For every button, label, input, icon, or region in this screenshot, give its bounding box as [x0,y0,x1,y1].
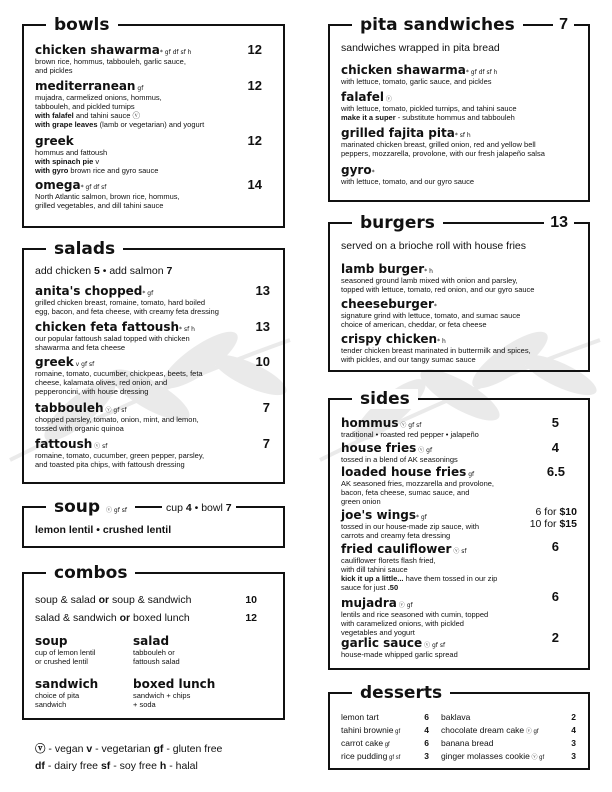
salads-title: salads [46,239,123,259]
menu-item-price: 6.5 [546,464,565,479]
menu-item-price: 13 [255,319,270,334]
menu-item-price: 4 [551,440,559,455]
bowls-title: bowls [46,15,118,35]
menu-item-name: fried cauliflower ⓥ sf [341,542,467,556]
list-item: ginger molasses cookie ⓥ gf 3 [441,751,576,761]
menu-item-price: 13 [255,283,270,298]
menu-item-desc: lentils and rice seasoned with cumin, topped with caramelized onions, with pickled vegetables and yogurt [341,610,489,637]
menu-item-price: 6 [551,589,559,604]
menu-item-name: grilled fajita pita* sf h [341,126,471,140]
menu-item-name: mujadra ⓥ gf [341,596,413,610]
salads-add-line: add chicken 5 • add salmon 7 [35,265,173,277]
combo-cell-sandwich: sandwich choice of pita sandwich [35,677,99,709]
menu-item-desc: with lettuce, tomato, garlic sauce, and pickles [341,77,492,86]
menu-item-name: hommus ⓥ gf sf [341,416,422,430]
menu-item-name: house fries ⓥ gf [341,441,433,455]
desserts-right-list [441,712,576,764]
soup-options: lemon lentil • crushed lentil [35,524,172,536]
menu-item-name: joe's wings* gf [341,508,427,522]
sides-title: sides [352,389,418,409]
pita-price: 7 [553,15,574,35]
menu-item-name: loaded house fries gf [341,465,475,479]
menu-item-desc: marinated chicken breast, grilled onion, red and yellow bell peppers, mozzarella, provolone, with our fresh jalapeño salsa [341,140,545,158]
menu-item-name: tabbouleh ⓥ gf sf [35,401,127,415]
list-item: rice pudding gf sf 3 [341,751,429,761]
menu-item-price: 12 [247,133,262,148]
menu-item-desc: chopped parsley, tomato, onion, mint, and lemon, tossed with organic quinoa [35,415,199,433]
menu-item-desc: house-made whipped garlic spread [341,650,458,659]
burgers-price: 13 [544,213,574,233]
menu-item-desc: mujadra, carmelized onions, hommus, tabbouleh, and pickled turnips with falafel and tahini sauce ⓥ with grape leaves (lamb or vegetarian) and yogurt [35,93,205,129]
menu-item-desc: grilled chicken breast, romaine, tomato, hard boiled egg, bacon, and feta cheese, with creamy feta dressing [35,298,219,316]
combo-cell-salad: salad tabbouleh or fattoush salad [133,634,180,666]
list-item: tahini brownie gf 4 [341,725,429,735]
desserts-title: desserts [352,683,450,703]
menu-item-price: 14 [247,177,262,192]
combos-title: combos [46,563,135,583]
menu-item-name: gyro* [341,163,375,177]
menu-item-desc: seasoned ground lamb mixed with onion and parsley, topped with lettuce, tomato, red onion, and our gyro sauce [341,276,535,294]
list-item: carrot cake gf 6 [341,738,429,748]
menu-item-name: omega* gf df sf [35,178,107,192]
menu-item-desc: with lettuce, tomato, and our gyro sauce [341,177,474,186]
menu-item-name: chicken shawarma* gf df sf h [341,63,498,77]
burgers-subtitle: served on a brioche roll with house fries [341,240,527,252]
menu-item-desc: signature grind with lettuce, tomato, and sumac sauce choice of american, cheddar, or feta cheese [341,311,521,329]
menu-item-price: 12 [247,42,262,57]
list-item: lemon tart 6 [341,712,429,722]
menu-item-desc: romaine, tomato, cucumber, green pepper, parsley, and toasted pita chips, with fattoush dressing [35,451,205,469]
menu-item-name: chicken feta fattoush* sf h [35,320,195,334]
burgers-title: burgers [352,213,443,233]
combo-cell-boxed-lunch: boxed lunch sandwich + chips + soda [133,677,216,709]
menu-item-desc: AK seasoned fries, mozzarella and provolone, bacon, feta cheese, sumac sauce, and green onion [341,479,495,506]
menu-item-price: 6 [551,539,559,554]
menu-item-desc: romaine, tomato, cucumber, chickpeas, beets, feta cheese, kalamata olives, red onion, and pepperoncini, with house dressing [35,369,203,396]
menu-item-desc: tossed in a blend of AK seasonings [341,455,458,464]
menu-item-name: anita's chopped* gf [35,284,154,298]
menu-item-name: lamb burger* h [341,262,433,276]
menu-item-price: 7 [262,436,270,451]
menu-item-name: mediterranean gf [35,79,144,93]
combo-cell-soup: soup cup of lemon lentil or crushed lentil [35,634,96,666]
menu-item-price: 6 for $10 10 for $15 [529,506,577,530]
menu-item-name: crispy chicken* h [341,332,446,346]
list-item: banana bread 3 [441,738,576,748]
list-item: baklava 2 [441,712,576,722]
menu-item-name: garlic sauce ⓥ gf sf [341,636,446,650]
soup-sizes: cup 4 • bowl 7 [162,502,236,514]
menu-item-name: greek [35,134,74,148]
menu-item-name: greek v gf sf [35,355,95,369]
menu-item-price: 2 [551,630,559,645]
menu-item-desc: tender chicken breast marinated in buttermilk and spices, with pickles, and our tangy sumac sauce [341,346,531,364]
list-item: chocolate dream cake ⓥ gf 4 [441,725,576,735]
menu-item-desc: traditional • roasted red pepper • jalapeño [341,430,479,439]
menu-item-price: 12 [247,78,262,93]
menu-item-name: falafel ⓥ [341,90,392,104]
menu-item-name: cheeseburger* [341,297,437,311]
combos-line-2: salad & sandwich or boxed lunch 12 [35,612,257,624]
dietary-legend: ⓥ - vegan v - vegetarian gf - gluten free df - dairy free sf - soy free h - halal [35,743,223,772]
menu-item-price: 5 [551,415,559,430]
pita-subtitle: sandwiches wrapped in pita bread [341,42,500,54]
menu-item-desc: brown rice, hommus, tabbouleh, garlic sauce, and pickles [35,57,186,75]
menu-item-desc: our popular fattoush salad topped with chicken shawarma and feta cheese [35,334,190,352]
menu-item-price: 10 [255,354,270,369]
menu-item-name: fattoush ⓥ sf [35,437,108,451]
menu-item-desc: tossed in our house-made zip sauce, with carrots and creamy feta dressing [341,522,479,540]
menu-item-desc: hommus and fattoush with spinach pie v with gyro brown rice and gyro sauce [35,148,159,175]
desserts-left-list [341,712,429,764]
menu-item-name: chicken shawarma* gf df sf h [35,43,192,57]
menu-item-price: 7 [262,400,270,415]
soup-title: soup ⓥ gf sf [46,497,135,521]
menu-item-desc: cauliflower florets flash fried, with dill tahini sauce kick it up a little... have them tossed in our zip sauce for just .50 [341,556,498,592]
menu-item-desc: with lettuce, tomato, pickled turnips, and tahini sauce make it a super - substitute hommus and tabbouleh [341,104,517,122]
pita-title: pita sandwiches [352,15,523,35]
menu-item-desc: North Atlantic salmon, brown rice, hommus, grilled vegetables, and dill tahini sauce [35,192,180,210]
combos-line-1: soup & salad or soup & sandwich 10 [35,594,257,606]
